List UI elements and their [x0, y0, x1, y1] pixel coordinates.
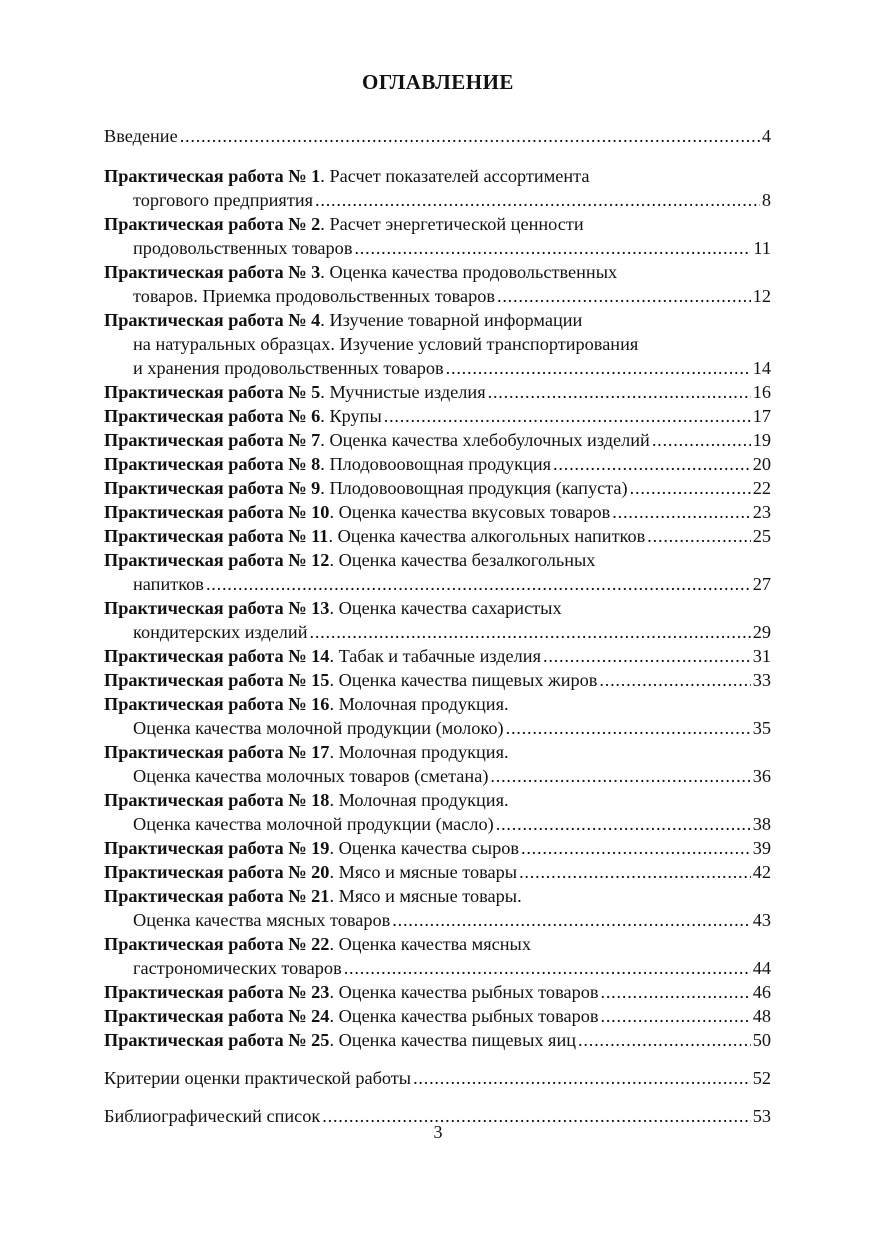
dot-leader [206, 572, 751, 596]
work-title-line: . Табак и табачные изделия [329, 646, 541, 666]
toc-entry-line [104, 788, 771, 812]
work-title-line: на натуральных образцах. Изучение условий транспортирования [133, 334, 639, 354]
dot-leader [578, 1028, 751, 1052]
work-title-line: . Оценка качества рыбных товаров [329, 1006, 599, 1026]
toc-entry-text [104, 308, 582, 332]
work-label: Практическая работа № 12 [104, 550, 330, 570]
toc-entry-line [104, 908, 771, 932]
toc-entry-practical-work[interactable] [104, 788, 771, 836]
toc-entry-practical-work[interactable] [104, 596, 771, 644]
work-title-line: . Оценка качества сыров [329, 838, 519, 858]
toc-entry-text [104, 548, 595, 572]
toc-entry-line [104, 524, 771, 548]
work-title-line: . Оценка качества пищевых жиров [329, 670, 598, 690]
toc-page-number: 39 [752, 838, 771, 858]
work-title-line: . Мучнистые изделия [320, 382, 486, 402]
work-label: Практическая работа № 14 [104, 646, 330, 666]
toc-entry-line [104, 476, 771, 500]
toc-entry-text [104, 860, 517, 884]
work-label: Практическая работа № 15 [104, 670, 330, 690]
toc-entry-practical-work[interactable] [104, 164, 771, 212]
toc-page-number: 44 [752, 958, 771, 978]
toc-entry-practical-work[interactable] [104, 500, 771, 524]
toc-page-number: 35 [752, 718, 771, 738]
toc-entry-text [133, 572, 204, 596]
toc-entry-practical-work[interactable] [104, 212, 771, 260]
toc-entry-line [104, 380, 771, 404]
work-title-line: Оценка качества мясных товаров [133, 910, 391, 930]
work-label: Практическая работа № 1 [104, 166, 321, 186]
toc-entry-line [104, 884, 771, 908]
toc-entry-line [104, 332, 771, 356]
toc-entry-practical-work[interactable] [104, 644, 771, 668]
dot-leader [506, 716, 751, 740]
toc-page-number: 27 [752, 574, 771, 594]
toc-entry-line [104, 308, 771, 332]
toc-entry-line [104, 428, 771, 452]
work-title-line: . Оценка качества алкогольных напитков [328, 526, 646, 546]
work-label: Практическая работа № 3 [104, 262, 321, 282]
toc-entry-practical-work[interactable] [104, 548, 771, 596]
toc-page-number: 29 [752, 622, 771, 642]
toc-entry-practical-work[interactable] [104, 668, 771, 692]
toc-entry-line [104, 860, 771, 884]
toc-entry-line [104, 644, 771, 668]
toc-entry-line [104, 620, 771, 644]
dot-leader [344, 956, 751, 980]
toc-entry-line [104, 812, 771, 836]
toc-entry-practical-work[interactable] [104, 380, 771, 404]
dot-leader [612, 500, 750, 524]
work-title-line: . Плодовоовощная продукция (капуста) [320, 478, 628, 498]
toc-entry-line [104, 212, 771, 236]
toc-entry-practical-work[interactable] [104, 452, 771, 476]
dot-leader [652, 428, 751, 452]
toc-entry-text [104, 644, 541, 668]
work-label: Практическая работа № 17 [104, 742, 330, 762]
work-title-line: . Оценка качества сахаристых [329, 598, 562, 618]
work-title-line: и хранения продовольственных товаров [133, 358, 444, 378]
toc-page-number: 52 [752, 1068, 771, 1088]
toc-entry-text: Введение [104, 126, 178, 146]
work-label: Практическая работа № 7 [104, 430, 321, 450]
toc-entry-practical-work[interactable] [104, 740, 771, 788]
toc-entry-line [104, 548, 771, 572]
toc-entry-text [104, 788, 509, 812]
toc-entry-practical-work[interactable] [104, 308, 771, 380]
toc-entry-text [133, 284, 495, 308]
toc-entry-practical-work[interactable] [104, 404, 771, 428]
toc-page-number: 42 [752, 862, 771, 882]
toc-entry-line [104, 764, 771, 788]
toc-entry-text [104, 884, 522, 908]
work-label: Практическая работа № 9 [104, 478, 321, 498]
work-title-line: . Оценка качества безалкогольных [329, 550, 596, 570]
toc-entry-line [104, 740, 771, 764]
dot-leader [392, 908, 750, 932]
toc-entry-text [133, 764, 488, 788]
toc-page-number: 43 [752, 910, 771, 930]
toc-page-number: 12 [752, 286, 771, 306]
toc-entry-practical-work[interactable] [104, 1004, 771, 1028]
toc-entry-text: Критерии оценки практической работы [104, 1068, 412, 1088]
toc-page-number: 19 [752, 430, 771, 450]
toc-page-number: 36 [752, 766, 771, 786]
dot-leader [413, 1066, 751, 1090]
work-label: Практическая работа № 11 [104, 526, 329, 546]
toc-entry-text [104, 428, 650, 452]
toc-entry-text [104, 1028, 576, 1052]
toc-entry-text [104, 476, 628, 500]
toc-page-number: 25 [752, 526, 771, 546]
toc-entry-line [104, 188, 771, 212]
toc-entry-practical-work[interactable] [104, 980, 771, 1004]
dot-leader [543, 644, 751, 668]
toc-entry-criteria[interactable] [104, 1066, 771, 1090]
toc-entry-line [104, 668, 771, 692]
toc-page-number: 33 [752, 670, 771, 690]
toc-entry-intro[interactable] [104, 124, 771, 148]
toc-entry-practical-work[interactable] [104, 692, 771, 740]
toc-entry-text [133, 236, 352, 260]
work-title-line: . Молочная продукция. [329, 694, 509, 714]
toc-entry-text [104, 596, 562, 620]
toc-entry-practical-work[interactable] [104, 428, 771, 452]
work-title-line: . Оценка качества продовольственных [320, 262, 618, 282]
toc-entry-practical-work[interactable] [104, 932, 771, 980]
dot-leader [601, 1004, 751, 1028]
practical-works-list [104, 164, 771, 1052]
work-label: Практическая работа № 16 [104, 694, 330, 714]
toc-entry-line [104, 980, 771, 1004]
dot-leader [497, 284, 751, 308]
dot-leader [446, 356, 751, 380]
work-title-line: кондитерских изделий [133, 622, 308, 642]
work-label: Практическая работа № 6 [104, 406, 321, 426]
toc-entry-text [104, 164, 589, 188]
toc-entry-practical-work[interactable] [104, 524, 771, 548]
dot-leader [309, 620, 750, 644]
toc-entry-line [104, 284, 771, 308]
work-title-line: продовольственных товаров [133, 238, 353, 258]
toc-entry-line [104, 572, 771, 596]
toc-entry-line [104, 1004, 771, 1028]
toc-entry-text [104, 1004, 599, 1028]
work-title-line: . Изучение товарной информации [320, 310, 583, 330]
work-title-line: . Молочная продукция. [329, 790, 509, 810]
toc-entry-line [104, 716, 771, 740]
toc-entry-practical-work[interactable] [104, 836, 771, 860]
dot-leader [488, 380, 751, 404]
work-title-line: . Оценка качества вкусовых товаров [329, 502, 611, 522]
work-label: Практическая работа № 24 [104, 1006, 330, 1026]
work-title-line: . Крупы [320, 406, 382, 426]
work-title-line: . Оценка качества хлебобулочных изделий [320, 430, 650, 450]
dot-leader [601, 980, 751, 1004]
toc-page-number: 20 [752, 454, 771, 474]
toc-entry-practical-work[interactable] [104, 476, 771, 500]
work-title-line: . Мясо и мясные товары. [329, 886, 522, 906]
work-title-line: гастрономических товаров [133, 958, 342, 978]
toc-entry-text [104, 404, 382, 428]
toc-entry-line [104, 404, 771, 428]
work-title-line: . Расчет показателей ассортимента [320, 166, 590, 186]
dot-leader [553, 452, 751, 476]
toc-page-number: 23 [752, 502, 771, 522]
toc-page-number: 50 [752, 1030, 771, 1050]
toc-page-number: 22 [752, 478, 771, 498]
work-label: Практическая работа № 19 [104, 838, 330, 858]
work-label: Практическая работа № 20 [104, 862, 330, 882]
work-label: Практическая работа № 5 [104, 382, 321, 402]
toc-entry-line [104, 452, 771, 476]
work-title-line: . Оценка качества рыбных товаров [329, 982, 599, 1002]
toc-entry-line [104, 692, 771, 716]
toc-page-number: 11 [753, 238, 771, 258]
toc-entry-text [133, 956, 342, 980]
toc-entry-line [104, 164, 771, 188]
dot-leader [521, 836, 751, 860]
work-label: Практическая работа № 25 [104, 1030, 330, 1050]
work-label: Практическая работа № 22 [104, 934, 330, 954]
dot-leader [180, 124, 760, 148]
toc-entry-text: Библиографический список [104, 1106, 321, 1126]
work-title-line: торгового предприятия [133, 190, 314, 210]
toc-entry-text [104, 692, 509, 716]
toc-entry-text [104, 500, 610, 524]
work-title-line: . Оценка качества мясных [329, 934, 531, 954]
toc-entry-line [104, 1028, 771, 1052]
toc-entry-text [104, 212, 584, 236]
work-title-line: Оценка качества молочной продукции (масло) [133, 814, 494, 834]
toc-entry-text [104, 980, 599, 1004]
table-of-contents [104, 124, 771, 1128]
toc-entry-line [104, 596, 771, 620]
toc-entry-line [104, 260, 771, 284]
toc-entry-line [104, 956, 771, 980]
toc-entry-text [104, 668, 597, 692]
toc-entry-line [104, 500, 771, 524]
toc-page-number: 14 [752, 358, 771, 378]
toc-entry-line [104, 932, 771, 956]
toc-entry-text [104, 380, 486, 404]
toc-entry-text [133, 356, 444, 380]
toc-entry-line [104, 236, 771, 260]
toc-entry-text [104, 260, 617, 284]
dot-leader [384, 404, 751, 428]
toc-entry-text [104, 932, 531, 956]
work-label: Практическая работа № 21 [104, 886, 330, 906]
toc-page-number: 8 [761, 190, 771, 210]
work-label: Практическая работа № 13 [104, 598, 330, 618]
dot-leader [599, 668, 750, 692]
toc-entry-text [133, 620, 307, 644]
work-title-line: напитков [133, 574, 204, 594]
page-number: 3 [433, 1122, 443, 1142]
toc-entry-text [133, 188, 313, 212]
dot-leader [630, 476, 751, 500]
work-title-line: . Мясо и мясные товары [329, 862, 518, 882]
work-label: Практическая работа № 10 [104, 502, 330, 522]
toc-entry-text [104, 740, 509, 764]
toc-page-number: 46 [752, 982, 771, 1002]
toc-page-number: 4 [761, 126, 771, 146]
work-label: Практическая работа № 18 [104, 790, 330, 810]
dot-leader [496, 812, 751, 836]
toc-page-number: 53 [752, 1106, 771, 1126]
toc-entry-text [104, 524, 645, 548]
work-title-line: . Молочная продукция. [329, 742, 509, 762]
work-title-line: товаров. Приемка продовольственных товаров [133, 286, 495, 306]
work-label: Практическая работа № 23 [104, 982, 330, 1002]
toc-entry-practical-work[interactable] [104, 1028, 771, 1052]
work-title-line: . Плодовоовощная продукция [320, 454, 552, 474]
work-label: Практическая работа № 2 [104, 214, 321, 234]
toc-entry-text [104, 452, 551, 476]
toc-entry-text [133, 908, 390, 932]
work-title-line: Оценка качества молочной продукции (молоко) [133, 718, 504, 738]
toc-entry-practical-work[interactable] [104, 260, 771, 308]
toc-entry-line [104, 356, 771, 380]
toc-entry-text [133, 716, 504, 740]
work-title-line: . Расчет энергетической ценности [320, 214, 584, 234]
dot-leader [647, 524, 750, 548]
toc-entry-text [133, 812, 494, 836]
toc-page-number: 31 [752, 646, 771, 666]
page-title: ОГЛАВЛЕНИЕ [362, 70, 514, 94]
toc-page-number: 38 [752, 814, 771, 834]
toc-entry-line [104, 836, 771, 860]
toc-entry-text [104, 836, 519, 860]
dot-leader [519, 860, 751, 884]
dot-leader [315, 188, 760, 212]
work-label: Практическая работа № 8 [104, 454, 321, 474]
dot-leader [354, 236, 751, 260]
toc-entry-text [133, 332, 638, 356]
toc-page-number: 16 [752, 382, 771, 402]
toc-entry-practical-work[interactable] [104, 884, 771, 932]
toc-entry-practical-work[interactable] [104, 860, 771, 884]
work-title-line: Оценка качества молочных товаров (сметана) [133, 766, 489, 786]
toc-page-number: 48 [752, 1006, 771, 1026]
dot-leader [490, 764, 750, 788]
work-title-line: . Оценка качества пищевых яиц [329, 1030, 577, 1050]
toc-page-number: 17 [752, 406, 771, 426]
work-label: Практическая работа № 4 [104, 310, 321, 330]
